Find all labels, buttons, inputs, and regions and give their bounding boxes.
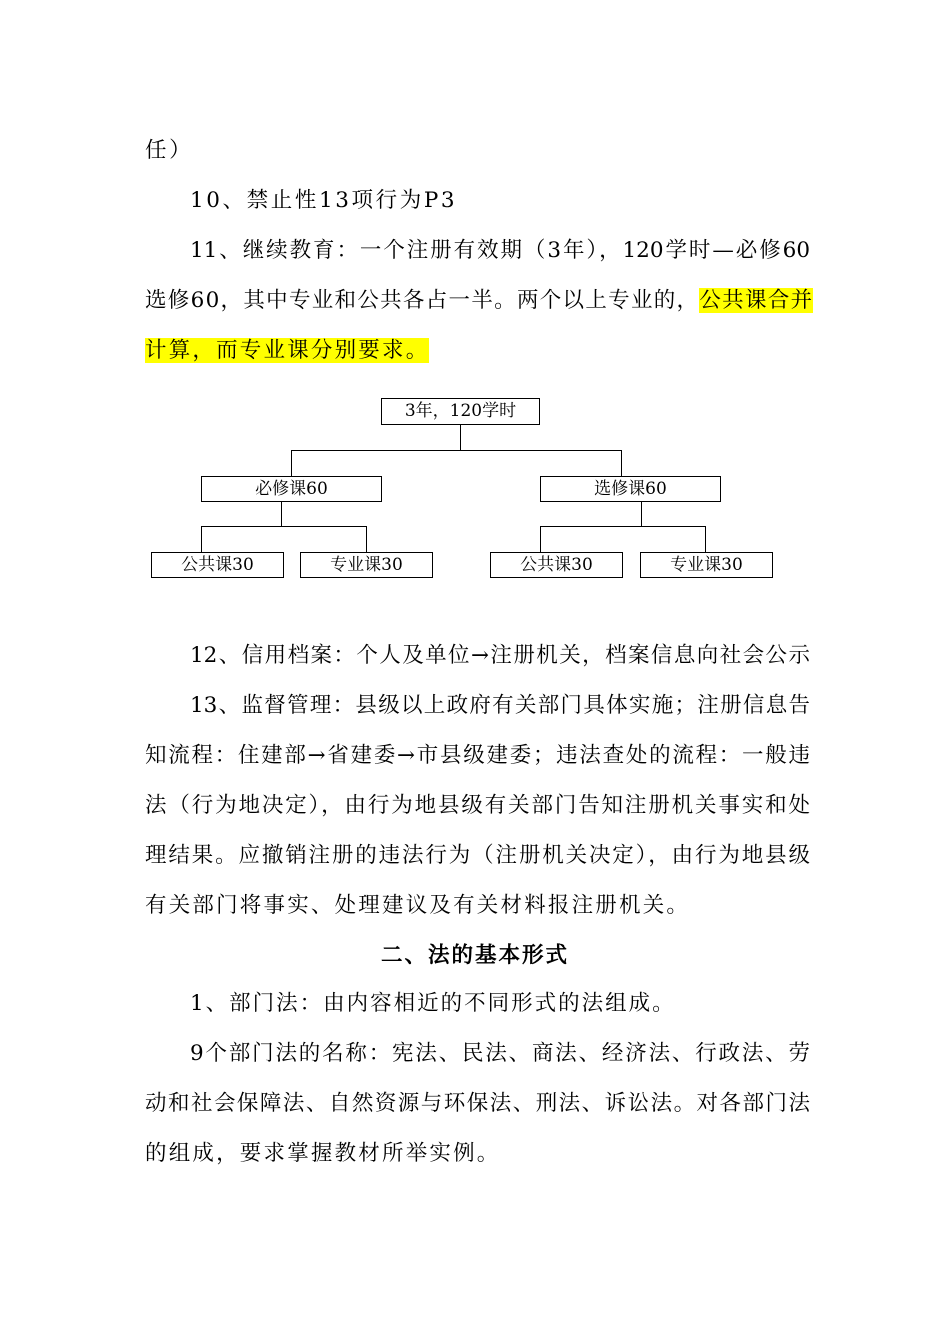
required-public-box: 公共课30 [151,552,284,578]
text-line: 11、继续教育：一个注册有效期（3年），120学时—必修60 [190,238,810,263]
connector [641,502,642,526]
required-major-box: 专业课30 [300,552,433,578]
connector [291,450,622,451]
text-line: 法（行为地决定），由行为地县级有关部门告知注册机关事实和处 [145,793,810,818]
text-line [145,286,814,316]
connector [540,526,706,527]
text-line: 9个部门法的名称：宪法、民法、商法、经济法、行政法、劳 [190,1041,810,1066]
section-heading: 二、法的基本形式 [380,943,569,968]
connector [281,502,282,526]
connector [291,450,292,476]
highlighted-text: 而专业课分别要求。 [216,338,430,363]
text-line: 理结果。应撤销注册的违法行为（注册机关决定），由行为地县级 [145,843,810,868]
elective-box: 选修课60 [540,476,721,502]
connector [201,526,202,552]
required-box: 必修课60 [201,476,382,502]
root-box: 3年，120学时 [381,398,540,425]
elective-major-box: 专业课30 [640,552,773,578]
connector [460,425,461,450]
connector [621,450,622,476]
text-span: 选修60，其中专业和公共各占一半。两个以上专业的， [145,288,700,313]
connector [540,526,541,552]
text-line: 1、部门法：由内容相近的不同形式的法组成。 [190,991,676,1016]
elective-public-box: 公共课30 [490,552,623,578]
text-line: 知流程：住建部→省建委→市县级建委；违法查处的流程：一般违 [145,743,810,768]
text-line: 13、监督管理：县级以上政府有关部门具体实施；注册信息告 [190,693,810,718]
text-line: 动和社会保障法、自然资源与环保法、刑法、诉讼法。对各部门法 [145,1091,810,1116]
connector [201,526,367,527]
connector [705,526,706,552]
highlighted-text: 计算 [145,338,193,363]
text-line: 任） [145,138,194,163]
connector [366,526,367,552]
highlighted-text: 公共课合并 [699,288,814,313]
text-line: 12、信用档案：个人及单位→注册机关，档案信息向社会公示 [190,643,810,668]
highlighted-text: ， [192,338,217,363]
text-line: 有关部门将事实、处理建议及有关材料报注册机关。 [145,893,691,918]
text-line [145,336,810,366]
text-line: 10、禁止性13项行为P3 [190,188,458,213]
text-line: 的组成，要求掌握教材所举实例。 [145,1141,501,1166]
